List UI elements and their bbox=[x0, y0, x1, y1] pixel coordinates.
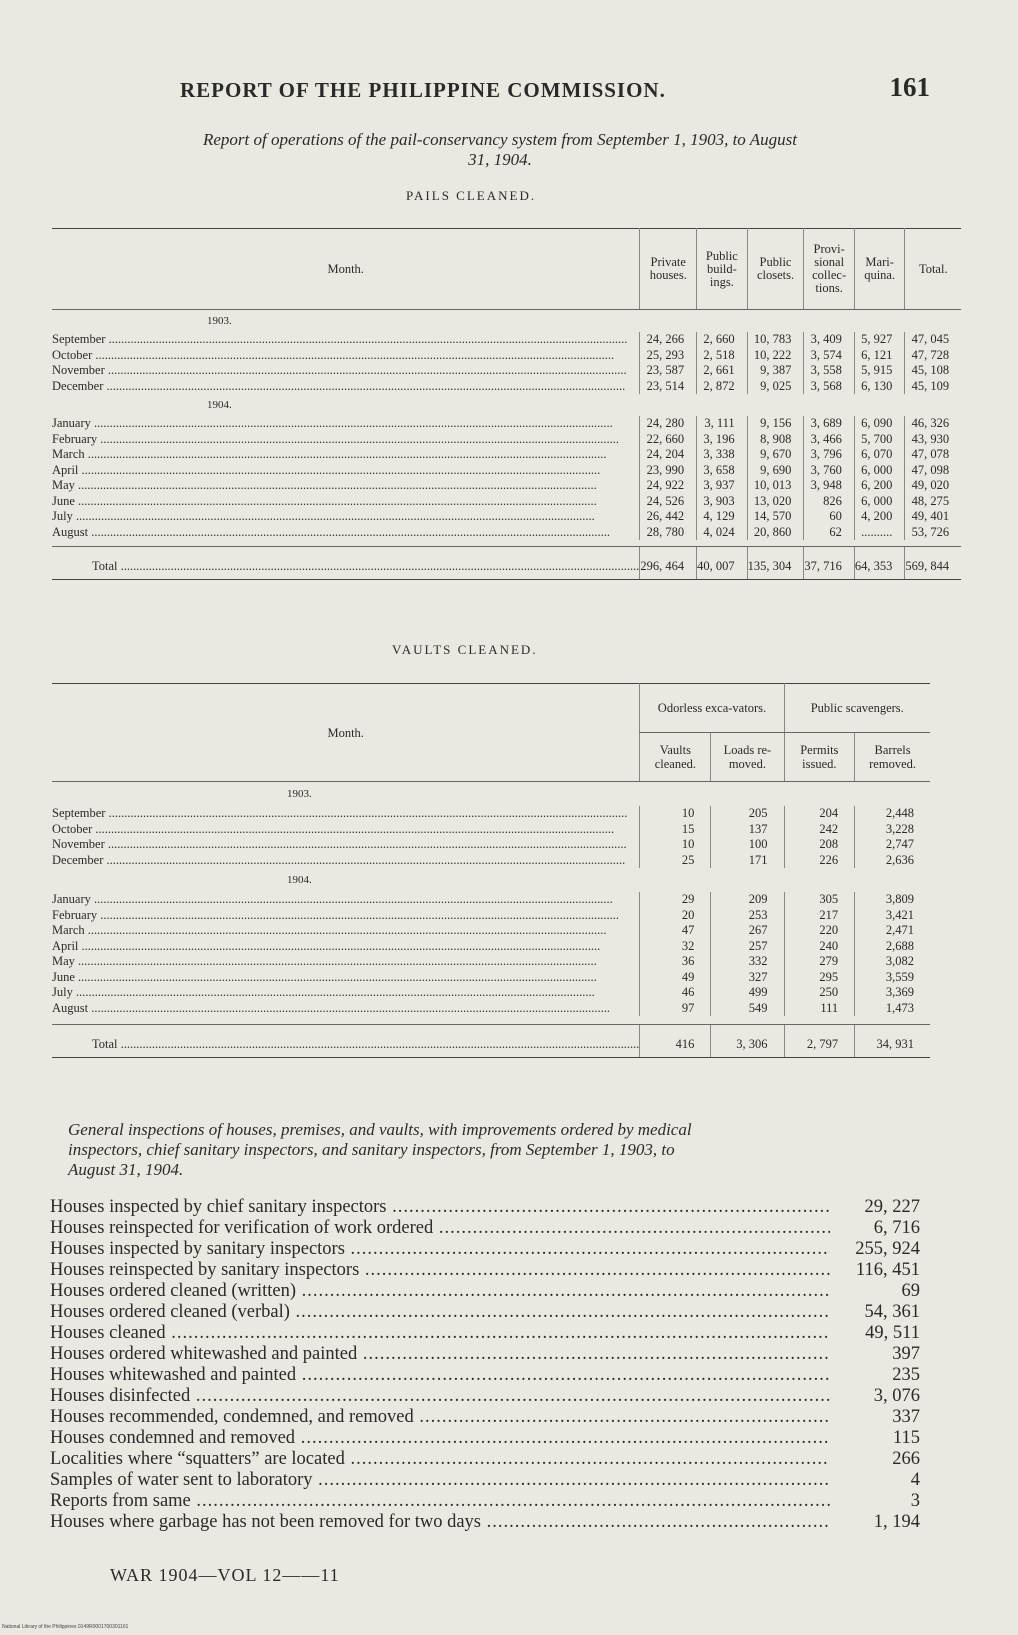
column-header: Month. bbox=[52, 684, 640, 782]
list-item-value: 3, 076 bbox=[873, 1386, 920, 1406]
table-cell: 8, 908 bbox=[747, 432, 804, 448]
page-title: REPORT OF THE PHILIPPINE COMMISSION. bbox=[180, 78, 666, 102]
column-header: Barrels removed. bbox=[855, 733, 930, 782]
table-cell: 416 bbox=[640, 1025, 711, 1058]
list-item-label: Houses reinspected for verification of work ordered ..... bbox=[50, 1218, 830, 1239]
caption-line: Report of operations of the pail-conservancy system from September 1, 1903, to August bbox=[203, 130, 797, 149]
table-cell: 332 bbox=[711, 954, 784, 970]
row-label-text: November ..... bbox=[52, 363, 639, 379]
table-cell: 3, 658 bbox=[697, 463, 748, 479]
table-cell: 6, 090 bbox=[854, 416, 905, 432]
row-label bbox=[52, 1025, 640, 1058]
table-cell: .......... bbox=[854, 525, 905, 541]
list-item-label: Houses reinspected by sanitary inspectors ..... bbox=[50, 1260, 830, 1281]
table-cell: 2,636 bbox=[855, 853, 930, 869]
row-label bbox=[52, 447, 640, 463]
list-item-value: 6, 716 bbox=[873, 1218, 920, 1238]
list-item-label: Samples of water sent to laboratory ..... bbox=[50, 1470, 830, 1491]
table-row bbox=[52, 447, 961, 463]
table-cell: 45, 109 bbox=[905, 379, 961, 395]
column-header: Public build-ings. bbox=[697, 229, 748, 310]
table-cell: 267 bbox=[711, 923, 784, 939]
row-label bbox=[52, 432, 640, 448]
list-item-label: Houses inspected by sanitary inspectors ..... bbox=[50, 1239, 830, 1260]
row-label bbox=[52, 332, 640, 348]
table-cell: 137 bbox=[711, 822, 784, 838]
table-cell: 135, 304 bbox=[747, 547, 804, 580]
list-item-value: 397 bbox=[892, 1344, 920, 1364]
column-header: Private houses. bbox=[640, 229, 697, 310]
table-cell: 499 bbox=[711, 985, 784, 1001]
table-cell: 2, 660 bbox=[697, 332, 748, 348]
list-item-label: Houses cleaned ..... bbox=[50, 1323, 830, 1344]
table-row bbox=[52, 1001, 930, 1017]
total-row bbox=[52, 547, 961, 580]
column-header: Public closets. bbox=[747, 229, 804, 310]
table-cell: 111 bbox=[784, 1001, 855, 1017]
row-label-text: November ..... bbox=[52, 837, 639, 853]
column-header: Loads re-moved. bbox=[711, 733, 784, 782]
row-label bbox=[52, 939, 640, 955]
table-cell: 64, 353 bbox=[854, 547, 905, 580]
table-cell: 22, 660 bbox=[640, 432, 697, 448]
table-cell: 14, 570 bbox=[747, 509, 804, 525]
table-cell: 2,448 bbox=[855, 806, 930, 822]
row-label bbox=[52, 837, 640, 853]
table-cell: 6, 130 bbox=[854, 379, 905, 395]
table-cell: 3, 558 bbox=[804, 363, 855, 379]
table-cell: 2,688 bbox=[855, 939, 930, 955]
table-row bbox=[52, 970, 930, 986]
column-header: Vaults cleaned. bbox=[640, 733, 711, 782]
table-cell: 6, 200 bbox=[854, 478, 905, 494]
table-row bbox=[52, 923, 930, 939]
list-item bbox=[50, 1302, 920, 1323]
row-label bbox=[52, 985, 640, 1001]
row-label bbox=[52, 463, 640, 479]
row-label bbox=[52, 822, 640, 838]
table-cell: 305 bbox=[784, 892, 855, 908]
column-header: Total. bbox=[905, 229, 961, 310]
table-cell: 3, 568 bbox=[804, 379, 855, 395]
list-item-label: Reports from same ..... bbox=[50, 1491, 830, 1512]
table-cell: 47 bbox=[640, 923, 711, 939]
table-cell: 10, 013 bbox=[747, 478, 804, 494]
table-row bbox=[52, 432, 961, 448]
list-item-value: 266 bbox=[892, 1449, 920, 1469]
column-header: Mari-quina. bbox=[854, 229, 905, 310]
table-cell: 3, 903 bbox=[697, 494, 748, 510]
table-cell: 171 bbox=[711, 853, 784, 869]
vaults-heading: VAULTS CLEANED. bbox=[392, 642, 538, 657]
table-cell: 3, 760 bbox=[804, 463, 855, 479]
table-cell: 3, 111 bbox=[697, 416, 748, 432]
row-label-text: June ..... bbox=[52, 494, 639, 510]
table-cell: 217 bbox=[784, 908, 855, 924]
table-cell: 23, 990 bbox=[640, 463, 697, 479]
row-label-text: October ..... bbox=[52, 348, 639, 364]
row-label-text: August ..... bbox=[52, 525, 639, 541]
table-cell: 62 bbox=[804, 525, 855, 541]
table-cell: 23, 514 bbox=[640, 379, 697, 395]
total-label: Total ..... bbox=[92, 559, 639, 575]
table-cell: 53, 726 bbox=[905, 525, 961, 541]
table-cell: 3, 409 bbox=[804, 332, 855, 348]
row-label bbox=[52, 478, 640, 494]
table-cell: 6, 070 bbox=[854, 447, 905, 463]
table-cell: 10, 222 bbox=[747, 348, 804, 364]
table-cell: 209 bbox=[711, 892, 784, 908]
table-cell: 24, 280 bbox=[640, 416, 697, 432]
table-cell: 47, 078 bbox=[905, 447, 961, 463]
row-label-text: October ..... bbox=[52, 822, 639, 838]
table-cell: 3,228 bbox=[855, 822, 930, 838]
scan-note: National Library of the Philippines 0149R0001700301161 bbox=[2, 1624, 129, 1630]
year-row bbox=[52, 782, 930, 807]
list-item-label: Houses ordered whitewashed and painted ..... bbox=[50, 1344, 830, 1365]
table-cell: 279 bbox=[784, 954, 855, 970]
table-cell: 549 bbox=[711, 1001, 784, 1017]
page-number: 161 bbox=[889, 72, 930, 102]
table-cell: 9, 387 bbox=[747, 363, 804, 379]
row-label-text: July ..... bbox=[52, 509, 639, 525]
table-row bbox=[52, 332, 961, 348]
table-cell: 327 bbox=[711, 970, 784, 986]
list-item-value: 1, 194 bbox=[873, 1512, 920, 1532]
table-cell: 9, 025 bbox=[747, 379, 804, 395]
table-cell: 23, 587 bbox=[640, 363, 697, 379]
list-item-label: Houses ordered cleaned (written) ..... bbox=[50, 1281, 830, 1302]
list-item bbox=[50, 1260, 920, 1281]
list-item-value: 116, 451 bbox=[855, 1260, 920, 1280]
table-cell: 2, 518 bbox=[697, 348, 748, 364]
row-label-text: May ..... bbox=[52, 954, 639, 970]
table-cell: 2, 872 bbox=[697, 379, 748, 395]
list-item bbox=[50, 1365, 920, 1386]
table-row bbox=[52, 463, 961, 479]
table-cell: 257 bbox=[711, 939, 784, 955]
table-cell: 25 bbox=[640, 853, 711, 869]
table-cell: 20, 860 bbox=[747, 525, 804, 541]
table-cell: 3, 338 bbox=[697, 447, 748, 463]
vaults-table bbox=[52, 683, 930, 1058]
table-cell: 4, 129 bbox=[697, 509, 748, 525]
table-cell: 250 bbox=[784, 985, 855, 1001]
table-cell: 295 bbox=[784, 970, 855, 986]
table-cell: 3, 689 bbox=[804, 416, 855, 432]
table-cell: 60 bbox=[804, 509, 855, 525]
table-cell: 3, 306 bbox=[711, 1025, 784, 1058]
table-row bbox=[52, 954, 930, 970]
table-cell: 10, 783 bbox=[747, 332, 804, 348]
table-row bbox=[52, 806, 930, 822]
table-cell: 24, 204 bbox=[640, 447, 697, 463]
row-label bbox=[52, 806, 640, 822]
table-row bbox=[52, 985, 930, 1001]
column-group-header: Odorless exca-vators. bbox=[640, 684, 784, 733]
row-label bbox=[52, 509, 640, 525]
list-item-label: Houses whitewashed and painted ..... bbox=[50, 1365, 830, 1386]
list-item-value: 337 bbox=[892, 1407, 920, 1427]
table-cell: 826 bbox=[804, 494, 855, 510]
table-cell: 6, 121 bbox=[854, 348, 905, 364]
row-label-text: February ..... bbox=[52, 908, 639, 924]
caption-line: 31, 1904. bbox=[468, 150, 532, 169]
year-label: 1904. bbox=[207, 399, 232, 411]
list-item bbox=[50, 1470, 920, 1491]
list-item-label: Houses inspected by chief sanitary inspectors ..... bbox=[50, 1197, 830, 1218]
table-cell: 4, 024 bbox=[697, 525, 748, 541]
table-cell: 47, 045 bbox=[905, 332, 961, 348]
list-item bbox=[50, 1491, 920, 1512]
row-label-text: December ..... bbox=[52, 853, 639, 869]
table-cell: 40, 007 bbox=[697, 547, 748, 580]
row-label-text: April ..... bbox=[52, 463, 639, 479]
list-item-value: 3 bbox=[910, 1491, 920, 1511]
table-cell: 253 bbox=[711, 908, 784, 924]
list-item-label: Localities where “squatters” are located ..... bbox=[50, 1449, 830, 1470]
table-cell: 242 bbox=[784, 822, 855, 838]
table-cell: 2, 661 bbox=[697, 363, 748, 379]
row-label-text: June ..... bbox=[52, 970, 639, 986]
row-label bbox=[52, 379, 640, 395]
table-cell: 3,421 bbox=[855, 908, 930, 924]
table-cell: 296, 464 bbox=[640, 547, 697, 580]
table-cell: 49 bbox=[640, 970, 711, 986]
table-cell: 5, 915 bbox=[854, 363, 905, 379]
table-row bbox=[52, 509, 961, 525]
row-label-text: August ..... bbox=[52, 1001, 639, 1017]
table-cell: 2,747 bbox=[855, 837, 930, 853]
table-cell: 32 bbox=[640, 939, 711, 955]
table-cell: 6, 000 bbox=[854, 494, 905, 510]
row-label bbox=[52, 853, 640, 869]
page-header bbox=[180, 72, 930, 112]
table-cell: 3, 937 bbox=[697, 478, 748, 494]
list-item bbox=[50, 1386, 920, 1407]
table-cell: 28, 780 bbox=[640, 525, 697, 541]
table-cell: 3, 948 bbox=[804, 478, 855, 494]
list-item bbox=[50, 1218, 920, 1239]
table-row bbox=[52, 379, 961, 395]
table-cell: 49, 020 bbox=[905, 478, 961, 494]
table-cell: 10 bbox=[640, 837, 711, 853]
table-cell: 205 bbox=[711, 806, 784, 822]
list-item bbox=[50, 1197, 920, 1218]
row-label-text: January ..... bbox=[52, 892, 639, 908]
table-cell: 226 bbox=[784, 853, 855, 869]
row-label bbox=[52, 1001, 640, 1017]
table-cell: 220 bbox=[784, 923, 855, 939]
inspections-list bbox=[50, 1197, 920, 1533]
table-cell: 100 bbox=[711, 837, 784, 853]
table-cell: 9, 156 bbox=[747, 416, 804, 432]
list-item bbox=[50, 1344, 920, 1365]
table-cell: 9, 670 bbox=[747, 447, 804, 463]
table-row bbox=[52, 363, 961, 379]
list-item-label: Houses condemned and removed ..... bbox=[50, 1428, 830, 1449]
table-cell: 208 bbox=[784, 837, 855, 853]
list-item-label: Houses disinfected ..... bbox=[50, 1386, 830, 1407]
table-cell: 4, 200 bbox=[854, 509, 905, 525]
table-cell: 3, 466 bbox=[804, 432, 855, 448]
row-label bbox=[52, 954, 640, 970]
table-row bbox=[52, 478, 961, 494]
list-item bbox=[50, 1239, 920, 1260]
table-cell: 2,471 bbox=[855, 923, 930, 939]
table-row bbox=[52, 416, 961, 432]
list-item bbox=[50, 1512, 920, 1533]
column-header: Permits issued. bbox=[784, 733, 855, 782]
table-row bbox=[52, 837, 930, 853]
pails-caption bbox=[70, 130, 930, 170]
row-label-text: May ..... bbox=[52, 478, 639, 494]
table-cell: 3, 196 bbox=[697, 432, 748, 448]
row-label bbox=[52, 348, 640, 364]
caption-line: General inspections of houses, premises, and vaults, with improvements ordered by medical bbox=[68, 1120, 692, 1139]
row-label bbox=[52, 525, 640, 541]
list-item bbox=[50, 1428, 920, 1449]
row-label-text: January ..... bbox=[52, 416, 639, 432]
inspections-caption bbox=[68, 1120, 928, 1180]
list-item bbox=[50, 1323, 920, 1344]
list-item-value: 255, 924 bbox=[855, 1239, 920, 1259]
caption-line: inspectors, chief sanitary inspectors, and sanitary inspectors, from September 1, 1903, to bbox=[68, 1140, 675, 1159]
table-cell: 20 bbox=[640, 908, 711, 924]
list-item bbox=[50, 1449, 920, 1470]
year-row bbox=[52, 394, 961, 416]
row-label bbox=[52, 363, 640, 379]
table-cell: 24, 922 bbox=[640, 478, 697, 494]
year-label: 1903. bbox=[207, 315, 232, 327]
list-item-label: Houses ordered cleaned (verbal) ..... bbox=[50, 1302, 830, 1323]
table-cell: 37, 716 bbox=[804, 547, 855, 580]
pails-heading: PAILS CLEANED. bbox=[406, 188, 537, 203]
table-cell: 34, 931 bbox=[855, 1025, 930, 1058]
row-label-text: March ..... bbox=[52, 447, 639, 463]
table-cell: 5, 927 bbox=[854, 332, 905, 348]
table-cell: 97 bbox=[640, 1001, 711, 1017]
table-cell: 3, 574 bbox=[804, 348, 855, 364]
table-cell: 43, 930 bbox=[905, 432, 961, 448]
list-item-value: 29, 227 bbox=[864, 1197, 920, 1217]
column-header: Provi-sional collec-tions. bbox=[804, 229, 855, 310]
row-label-text: September ..... bbox=[52, 332, 639, 348]
year-label: 1903. bbox=[287, 788, 312, 800]
table-cell: 1,473 bbox=[855, 1001, 930, 1017]
table-cell: 26, 442 bbox=[640, 509, 697, 525]
row-label-text: July ..... bbox=[52, 985, 639, 1001]
list-item-value: 4 bbox=[910, 1470, 920, 1490]
column-group-header: Public scavengers. bbox=[784, 684, 930, 733]
total-row bbox=[52, 1025, 930, 1058]
table-cell: 46 bbox=[640, 985, 711, 1001]
table-cell: 13, 020 bbox=[747, 494, 804, 510]
table-cell: 48, 275 bbox=[905, 494, 961, 510]
list-item bbox=[50, 1281, 920, 1302]
list-item-value: 49, 511 bbox=[865, 1323, 920, 1343]
table-cell: 47, 098 bbox=[905, 463, 961, 479]
table-cell: 240 bbox=[784, 939, 855, 955]
row-label-text: April ..... bbox=[52, 939, 639, 955]
list-item-value: 54, 361 bbox=[864, 1302, 920, 1322]
row-label bbox=[52, 892, 640, 908]
table-cell: 569, 844 bbox=[905, 547, 961, 580]
table-cell: 24, 266 bbox=[640, 332, 697, 348]
table-cell: 10 bbox=[640, 806, 711, 822]
list-item-value: 69 bbox=[901, 1281, 920, 1301]
page-footer: WAR 1904—VOL 12——11 bbox=[110, 1565, 340, 1585]
table-cell: 204 bbox=[784, 806, 855, 822]
table-cell: 29 bbox=[640, 892, 711, 908]
row-label bbox=[52, 494, 640, 510]
table-cell: 3, 796 bbox=[804, 447, 855, 463]
caption-line: August 31, 1904. bbox=[68, 1160, 184, 1179]
row-label-text: December ..... bbox=[52, 379, 639, 395]
list-item-value: 115 bbox=[892, 1428, 920, 1448]
list-item bbox=[50, 1407, 920, 1428]
table-row bbox=[52, 525, 961, 541]
total-label: Total ..... bbox=[92, 1037, 639, 1053]
table-cell: 24, 526 bbox=[640, 494, 697, 510]
row-label bbox=[52, 547, 640, 580]
table-cell: 3,369 bbox=[855, 985, 930, 1001]
table-row bbox=[52, 892, 930, 908]
table-cell: 47, 728 bbox=[905, 348, 961, 364]
list-item-label: Houses where garbage has not been removed for two days ..... bbox=[50, 1512, 830, 1533]
year-row bbox=[52, 310, 961, 333]
list-item-value: 235 bbox=[892, 1365, 920, 1385]
table-cell: 3,559 bbox=[855, 970, 930, 986]
table-cell: 3,809 bbox=[855, 892, 930, 908]
table-cell: 46, 326 bbox=[905, 416, 961, 432]
year-row bbox=[52, 868, 930, 892]
row-label bbox=[52, 923, 640, 939]
row-label-text: September ..... bbox=[52, 806, 639, 822]
year-label: 1904. bbox=[287, 874, 312, 886]
row-label bbox=[52, 908, 640, 924]
table-cell: 5, 700 bbox=[854, 432, 905, 448]
list-item-label: Houses recommended, condemned, and removed ..... bbox=[50, 1407, 830, 1428]
table-cell: 15 bbox=[640, 822, 711, 838]
column-header: Month. bbox=[52, 229, 640, 310]
row-label bbox=[52, 970, 640, 986]
table-cell: 3,082 bbox=[855, 954, 930, 970]
row-label-text: February ..... bbox=[52, 432, 639, 448]
table-row bbox=[52, 853, 930, 869]
table-row bbox=[52, 939, 930, 955]
row-label-text: March ..... bbox=[52, 923, 639, 939]
table-cell: 36 bbox=[640, 954, 711, 970]
pails-table bbox=[52, 228, 961, 580]
table-row bbox=[52, 348, 961, 364]
table-cell: 2, 797 bbox=[784, 1025, 855, 1058]
row-label bbox=[52, 416, 640, 432]
table-cell: 9, 690 bbox=[747, 463, 804, 479]
table-cell: 6, 000 bbox=[854, 463, 905, 479]
table-row bbox=[52, 822, 930, 838]
table-row bbox=[52, 908, 930, 924]
table-row bbox=[52, 494, 961, 510]
table-cell: 49, 401 bbox=[905, 509, 961, 525]
table-cell: 25, 293 bbox=[640, 348, 697, 364]
table-cell: 45, 108 bbox=[905, 363, 961, 379]
